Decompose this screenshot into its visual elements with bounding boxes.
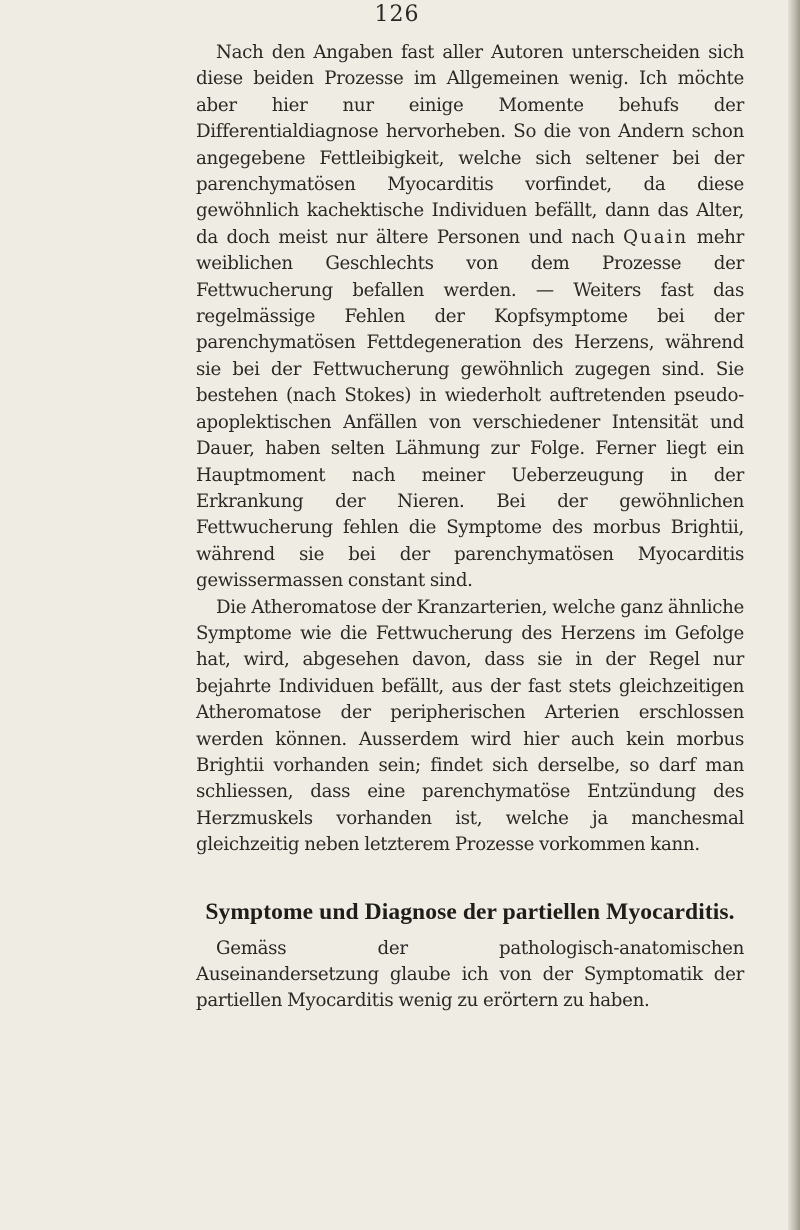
author-name-quain: Quain	[623, 226, 689, 248]
section-heading: Symptome und Diagnose der partiellen Myocarditis.	[205, 898, 735, 925]
paragraph-atheromatose	[196, 595, 744, 859]
page-edge-shadow	[788, 0, 800, 1230]
text-segment: Die Atheromatose der Kranzarterien, welche ganz ähnliche Symptome wie die Fettwucherung des Herzens im Gefolge hat, wird, abgesehen davon, dass sie in der Regel nur bejahrte Individuen befällt, aus der fast stets gleichzeitigen Atheromatose der peripherischen Arterien erschlossen werden können. Ausserdem wird hier auch kein morbus Brightii vorhanden sein; findet sich derselbe, so darf man schliessen, dass eine parenchymatöse Entzündung des Herzmuskels vorhanden ist, welche ja manchesmal gleichzeitig neben letzterem Prozesse vorkommen kann.	[196, 596, 744, 856]
paragraph-symptomatik: Gemäss der pathologisch-anatomischen Auseinandersetzung glaube ich von der Symptomatik der partiellen Myocarditis wenig zu erörtern zu haben.	[196, 937, 744, 1012]
body-text	[196, 40, 744, 1015]
text-segment: Nach den Angaben fast aller Autoren unterscheiden sich diese beiden Prozesse im Allgemeinen wenig. Ich möchte aber hier nur einige Momente behufs der Differentialdiagnose hervorheben. So die von Andern schon angegebene Fettleibigkeit, welche sich seltener bei der parenchymatösen Myocarditis vorfindet, da diese gewöhnlich kachektische Individuen befällt, dann das Alter, da doch meist nur ältere Personen und nach	[196, 42, 744, 248]
text-segment: mehr weiblichen Geschlechts von dem Prozesse der Fettwucherung befallen werden. — Weiters fast das regelmässige Fehlen der Kopfsymptome bei der parenchymatösen Fettdegeneration des Herzens, während sie bei der Fettwucherung gewöhnlich zugegen sind. Sie bestehen (nach Stokes) in wiederholt auftretenden pseudo-apoplektischen Anfällen von verschiedener Intensität und Dauer, haben selten Lähmung zur Folge. Ferner liegt ein Hauptmoment nach meiner Ueberzeugung in der Erkrankung der Nieren. Bei der gewöhnlichen Fettwucherung fehlen die Symptome des morbus Brightii, während sie bei der parenchymatösen Myocarditis gewissermassen constant sind.	[196, 226, 744, 592]
page-number: 126	[374, 2, 420, 27]
paragraph-differential-diagnosis	[196, 40, 744, 595]
